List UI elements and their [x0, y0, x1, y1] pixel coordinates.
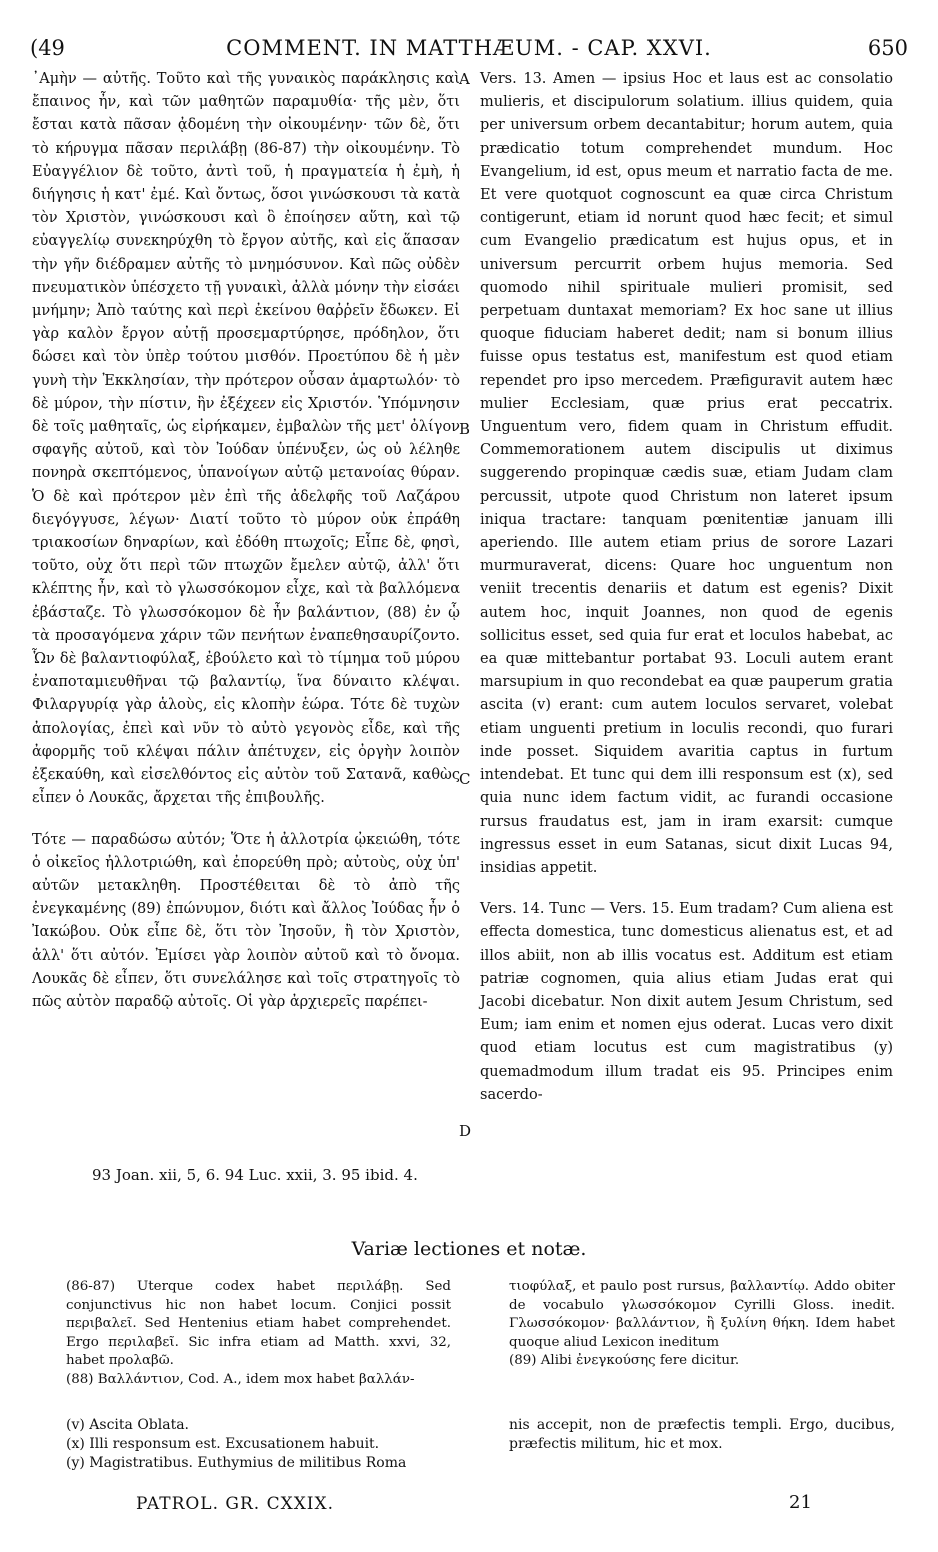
variant-note: (86-87) Uterque codex habet περιλάβῃ. Sed conjunctivus hic non habet locum. Conjici possit περιβαλεῖ. Sed Hentenius etiam habet comprehendet. Ergo περιλαβεῖ. Sic infra etiam ad Matth. xxvi, 32, habet προλαβῶ. — [66, 1279, 451, 1369]
greek-paragraph: Τότε — παραδώσω αὐτόν; Ὅτε ἡ ἀλλοτρία ᾠκειώθη, τότε ὁ οἰκεῖος ἠλλοτριώθη, καὶ ἐπορεύθη πρὸ; αὐτοὺς, οὐχ ὑπ' αὐτῶν μετακληθη. Προστέθειται δὲ τὸ ἀπὸ τῆς ἐνεγκαμένης (89) ἐπώνυμον, διότι καὶ ἄλλος Ἰούδας ἦν ὁ Ἰακώβου. Οὐκ εἶπε δὲ, ὅτι τὸν Ἰησοῦν, ἢ τὸν Χριστὸν, ἀλλ' ὅτι αὐτόν. Ἐμίσει γὰρ λοιπὸν αὐτοῦ καὶ τὸ ὄνομα. Λουκᾶς δὲ εἶπεν, ὅτι συνελάλησε καὶ τοῖς στρατηγοῖς τὸ πῶς αὐτὸν παραδῷ αὐτοῖς. Οἱ γὰρ ἀρχιερεῖς παρέπει- — [32, 831, 460, 1010]
greek-paragraph: ᾿Αμὴν — αὐτῆς. Τοῦτο καὶ τῆς γυναικὸς παράκλησις καὶ ἔπαινος ἦν, καὶ τῶν μαθητῶν παραμυθία· τῆς μὲν, ὅτι ἔσται κατὰ πᾶσαν ᾀδομένη τὴν οἰκουμένην· τῶν δὲ, ὅτι τὸ κήρυγμα πᾶσαν περιλάβῃ (86-87) τὴν οἰκουμένην. Τὸ Εὐαγγέλιον δὲ τοῦτο, ἀντὶ τοῦ, ἡ πραγματεία ἡ ἐμὴ, ἡ διήγησις ἡ κατ' ἐμέ. Καὶ ὄντως, ὅσοι γινώσκουσι τὰ κατὰ τὸν Χριστὸν, γινώσκουσι καὶ ὃ ἐποίησεν αὕτη, καὶ τῷ εὐαγγελίῳ συνεκηρύχθη τὸ ἔργον αὐτῆς, καὶ εἰς ἅπασαν τὴν γῆν διέδραμεν αὐτῆς τὸ μνημόσυνον. Καὶ πῶς οὐδὲν πνευματικὸν ὑπέσχετο τῇ γυναικὶ, ἀλλὰ μόνην τὴν εἰσάει μνήμην; Ἀπὸ ταύτης καὶ περὶ ἐκείνου θαῤῥεῖν ἔδωκεν. Εἰ γὰρ καλὸν ἔργον αὐτῇ προσεμαρτύρησε, πρόδηλον, ὅτι δώσει καὶ τὸν ὑπὲρ τούτου μισθόν. Προετύπου δὲ ἡ μὲν γυνὴ τὴν Ἐκκλησίαν, τὴν πρότερον οὖσαν ἁμαρτωλόν· τὸ δὲ μύρον, τὴν πίστιν, ἣν ἐξέχεεν εἰς Χριστόν. Ὑπόμνησιν δὲ τοῖς μαθηταῖς, ὡς εἰρήκαμεν, ἐμβαλὼν τῆς μετ' ὀλίγον σφαγῆς αὐτοῦ, καὶ τὸν Ἰούδαν ὑπένυξεν, ὡς οὐ λέληθε πονηρὰ σκεπτόμενος, ὑπανοίγων αὐτῷ μετανοίας θύραν. Ὁ δὲ καὶ πρότερον μὲν ἐπὶ τῆς ἀδελφῆς τοῦ Λαζάρου διεγόγγυσε, λέγων· Διατί τοῦτο τὸ μύρον οὐκ ἐπράθη τριακοσίων δηναρίων, καὶ ἐδόθη πτωχοῖς; Εἶπε δὲ, φησὶ, τοῦτο, οὐχ ὅτι περὶ τῶν πτωχῶν ἔμελεν αὐτῷ, ἀλλ' ὅτι κλέπτης ἦν, καὶ τὸ γλωσσόκομον εἶχε, καὶ τὰ βαλλόμενα ἐβάσταζε. Τὸ γλωσσόκομον δὲ ἦν βαλάντιον, (88) ἐν ᾧ τὰ προσαγόμενα χάριν τῶν πενήτων ἐναπεθησαυρίζοντο. Ὧν δὲ βαλαντιοφύλαξ, ἐβούλετο καὶ τὸ τίμημα τοῦ μύρου ἐναποταμιευθῆναι τῷ βαλαντίῳ, ἵνα δύναιτο κλέψαι. Φιλαργυρίᾳ γὰρ ἁλοὺς, εἰς κλοπὴν ἑώρα. Τότε δὲ τυχὼν ἀπολογίας, ἐπεὶ καὶ νῦν τὸ αὐτὸ γεγονὸς εἶδε, καὶ τῆς ἀφορμῆς τοῦ κλέψαι πάλιν ἀπέτυχεν, εἰς ὀργὴν λοιπὸν ἐξεκαύθη, καὶ εἰσελθόντος εἰς αὐτὸν τοῦ Σατανᾶ, καθὼς εἶπεν ὁ Λουκᾶς, ἄρχεται τῆς ἐπιβουλῆς. — [32, 71, 460, 807]
page-number-left: (49 — [30, 36, 65, 60]
margin-letter: A — [459, 70, 470, 88]
latin-paragraph: Vers. 14. Tunc — Vers. 15. Eum tradam? Cum aliena est effecta domestica, tunc domesticus alienatus est, et ad illos abiit, non ab illis vocatus est. Additum est etiam patriæ cognomen, quia alius etiam Judas erat qui Jacobi dicebatur. Non dixit autem Jesum Christum, sed Eum; iam enim et nomen ejus oderat. Lucas vero dixit quod etiam locutus est cum magistratibus (y) quemadmodum illum tradat eis 95. Principes enim sacerdo- — [480, 901, 893, 1103]
gloss-note: (y) Magistratibus. Euthymius de militibus Roma — [66, 1455, 407, 1471]
margin-letter: D — [459, 1122, 472, 1140]
gloss-note: (x) Illi responsum est. Excusationem habuit. — [66, 1436, 380, 1452]
running-header — [30, 36, 908, 66]
margin-letter: B — [459, 420, 471, 438]
margin-letter: C — [459, 770, 471, 788]
variae-left-column — [66, 1278, 451, 1390]
notes-left-column — [66, 1416, 466, 1473]
page-number-right: 650 — [867, 36, 908, 60]
variae-right-column — [509, 1278, 895, 1371]
running-title: COMMENT. IN MATTHÆUM. - CAP. XXVI. — [226, 36, 712, 60]
latin-text-column — [480, 68, 893, 1107]
greek-text-column — [32, 68, 460, 1014]
variant-note: τιοφύλαξ, et paulo post rursus, βαλλαντίῳ. Addo obiter de vocabulo γλωσσόκομον Cyrilli Gloss. inedit. Γλωσσόκομον· βαλλάντιον, ἢ ξυλίνη θήκη. Idem habet quoque aliud Lexicon ineditum — [509, 1279, 895, 1350]
gloss-note: (v) Ascita Oblata. — [66, 1417, 190, 1433]
gloss-note: nis accepit, non de præfectis templi. Ergo, ducibus, præfectis militum, hic et mox. — [509, 1417, 895, 1452]
series-footer: PATROL. GR. CXXIX. — [136, 1494, 335, 1514]
footnote-references: 93 Joan. xii, 5, 6. 94 Luc. xxii, 3. 95 ibid. 4. — [92, 1166, 418, 1184]
signature-mark: 21 — [789, 1492, 812, 1513]
variae-heading: Variæ lectiones et notæ. — [351, 1238, 587, 1260]
variant-note: (89) Alibi ἐνεγκούσης fere dicitur. — [509, 1353, 740, 1369]
latin-paragraph: Vers. 13. Amen — ipsius Hoc et laus est ac consolatio mulieris, et discipulorum solatium. illius quidem, quia per universum orbem decantabitur; horum autem, quia prædicatio totum comprehendet mundum. Hoc Evangelium, id est, opus meum et narratio facta de me. Et vere quotquot cognoscunt ea quæ circa Christum contigerunt, etiam id norunt quod hæc fecit; et simul cum Evangelio prædicatum est hujus opus, et in universum percurrit orbem hujus memoria. Sed quomodo nihil spirituale mulieri promisit, sed perpetuam duntaxat memoriam? Ex hoc sane ut illius quoque fiduciam haberet dedit; nam si bonum illius fuisse opus testatus est, manifestum est quod etiam rependet pro ipso mercedem. Præfiguravit autem hæc mulier Ecclesiam, quæ prius erat peccatrix. Unguentum vero, fidem quam in Christum effudit. Commemorationem autem discipulis ut diximus suggerendo propinquæ cædis suæ, etiam Judam clam percussit, utpote quod Christum non lateret ipsum iniqua tractare: tanquam pœnitentiæ januam illi aperiendo. Ille autem etiam prius de sorore Lazari murmuraverat, dicens: Quare hoc unguentum non veniit trecentis denariis et datum est egenis? Dixit autem hoc, inquit Joannes, non quod de egenis sollicitus esset, sed quia fur erat et loculos habebat, ac ea quæ mittebantur portabat 93. Loculi autem erant marsupium in quo recondebat ea quæ pauperum gratia ascita (v) erant: cum autem loculos servaret, volebat etiam unguenti pretium in loculis recondi, quo furari inde posset. Siquidem avaritia captus in furtum intendebat. Et tunc qui dem illi responsum est (x), sed quia nunc idem factum vidit, ac furandi occasione rursus fraudatus est, jam in iram exarsit: cumque ingressus esset in eum Satanas, sicut dixit Lucas 94, insidias appetit. — [480, 71, 893, 876]
variant-note: (88) Βαλλάντιον, Cod. A., idem mox habet βαλλάν- — [66, 1371, 415, 1387]
notes-right-column — [509, 1416, 895, 1454]
